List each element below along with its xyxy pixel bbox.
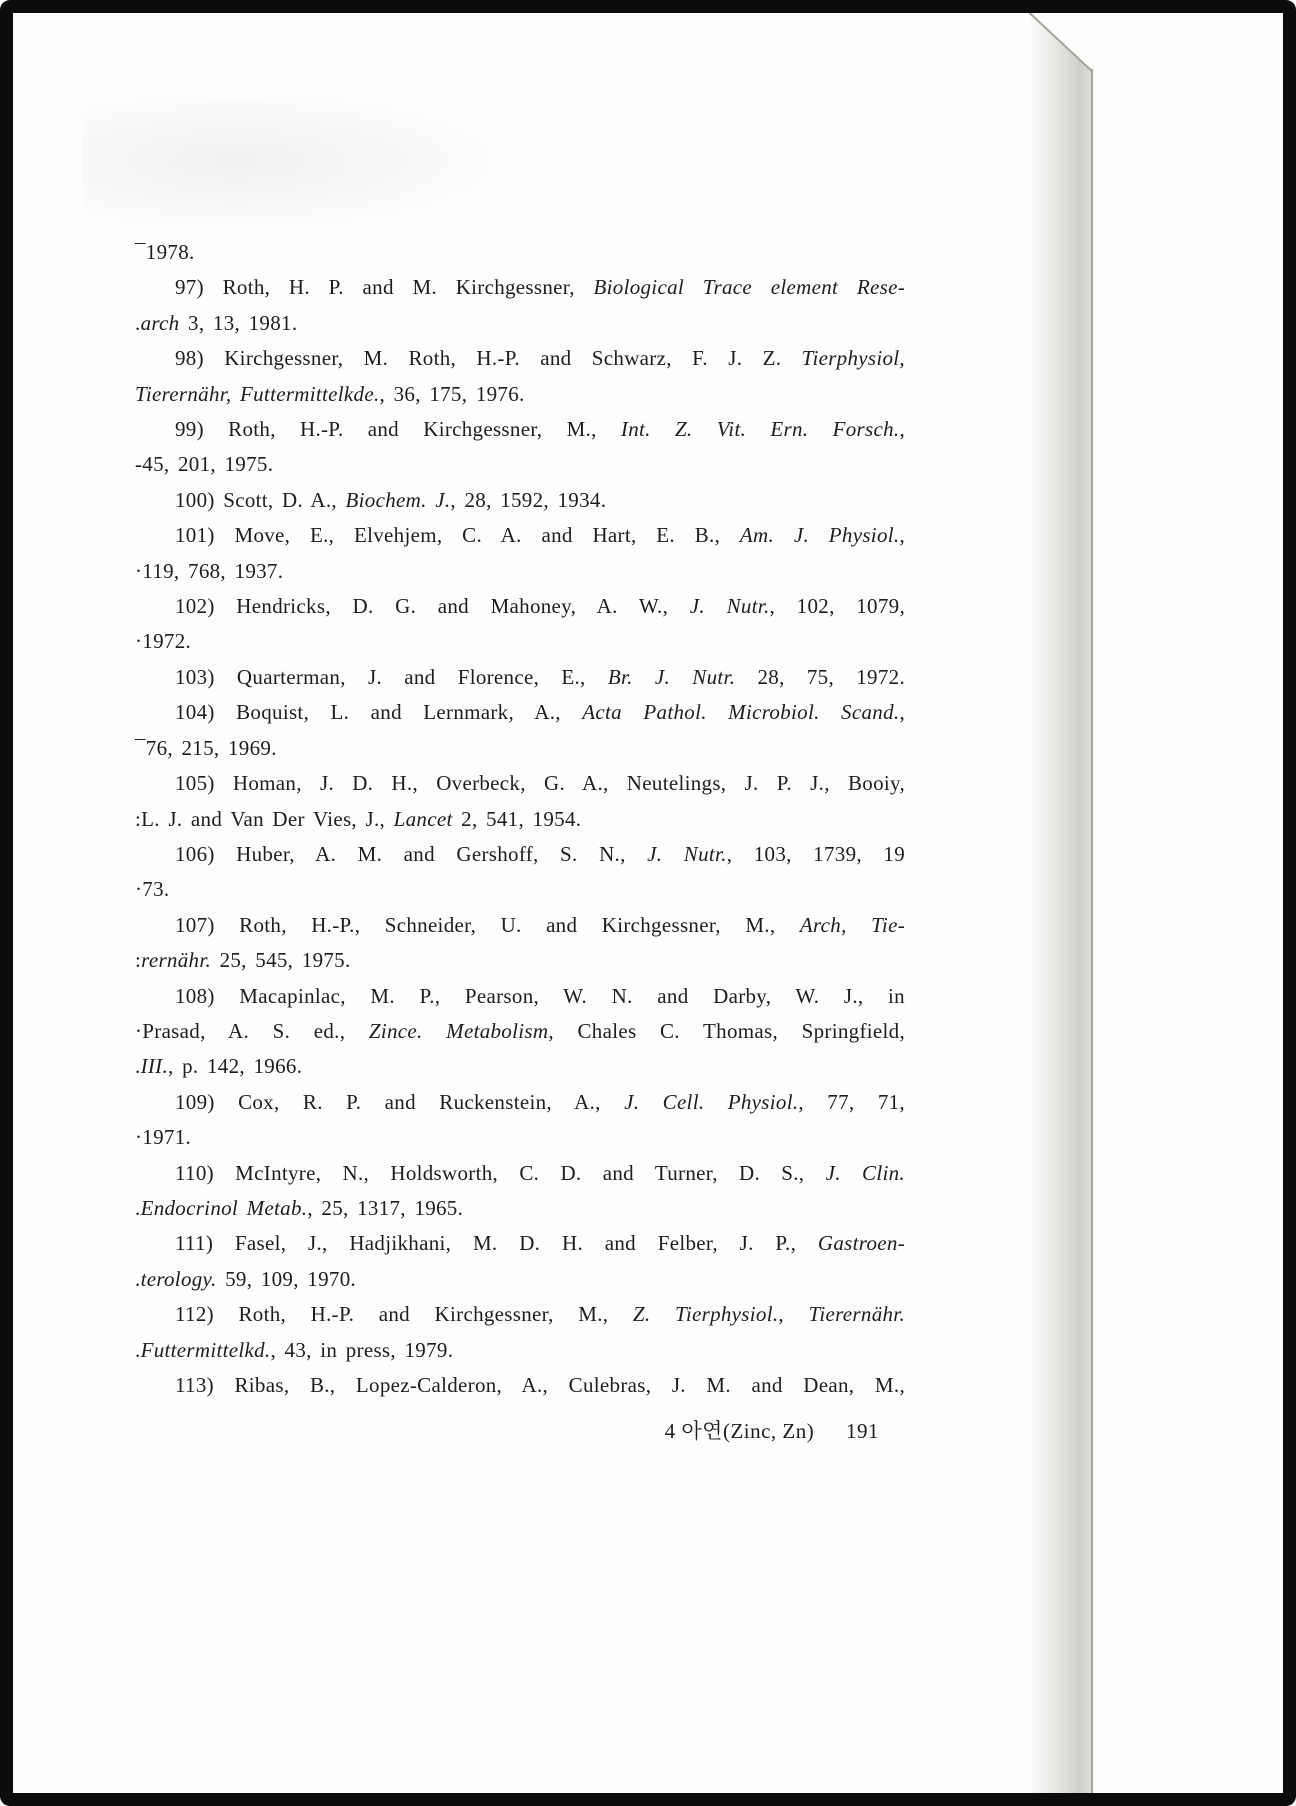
reference-text: 105) Homan, J. D. H., Overbeck, G. A., Neutelings, J. P. J., Booiy, — [175, 771, 905, 796]
reference-text: : — [135, 948, 142, 973]
journal-title-text: rernähr. — [141, 948, 212, 973]
reference-line — [135, 660, 905, 695]
reference-text: 109) Cox, R. P. and Ruckenstein, A., — [175, 1089, 625, 1114]
page-footer — [135, 1414, 905, 1449]
reference-text: 108) Macapinlac, M. P., Pearson, W. N. and Darby, W. J., in — [175, 983, 905, 1008]
reference-text: 98) Kirchgessner, M. Roth, H.-P. and Schwarz, F. J. Z. — [175, 346, 802, 371]
reference-line — [135, 908, 905, 943]
journal-title-text: Tierernähr. — [808, 1302, 905, 1327]
reference-text: , — [778, 1302, 809, 1327]
reference-text: ¯1978. — [135, 240, 195, 264]
reference-text: ·1972. — [135, 629, 192, 654]
reference-text: , 102, 1079, — [769, 594, 905, 619]
journal-title-text: Gastroen- — [817, 1231, 905, 1256]
page-number: 191 — [846, 1419, 879, 1444]
reference-text: 112) Roth, H.-P. and Kirchgessner, M., — [175, 1302, 633, 1327]
reference-line — [135, 766, 905, 801]
journal-title-text: Tierphysiol, — [801, 346, 905, 371]
reference-text: 113) Ribas, B., Lopez-Calderon, A., Culebras, J. M. and Dean, M., — [175, 1373, 905, 1397]
reference-line — [135, 377, 905, 412]
reference-text: , 43, in press, 1979. — [270, 1337, 454, 1362]
footer-chapter-label: 4 아연(Zinc, Zn) — [664, 1419, 815, 1444]
reference-text: 110) McIntyre, N., Holdsworth, C. D. and Turner, D. S., — [175, 1160, 826, 1185]
journal-title-text: Zince. Metabolism — [368, 1018, 549, 1043]
journal-title-text: Int. Z. Vit. Ern. Forsch. — [620, 417, 900, 442]
reference-text: 25, 545, 1975. — [211, 948, 351, 973]
reference-line — [135, 943, 905, 978]
reference-line — [135, 979, 905, 1014]
reference-text: . — [135, 1054, 141, 1079]
reference-line — [135, 1049, 905, 1084]
reference-line — [135, 802, 905, 837]
journal-title-text: Z. Tierphysiol. — [632, 1302, 779, 1327]
journal-title-text: terology. — [140, 1266, 217, 1291]
reference-text: , — [899, 700, 905, 725]
reference-line — [135, 235, 905, 270]
reference-text: ·119, 768, 1937. — [135, 558, 284, 583]
reference-text: . — [135, 1195, 141, 1220]
reference-text: 99) Roth, H.-P. and Kirchgessner, M., — [175, 417, 621, 442]
reference-text: 2, 541, 1954. — [452, 806, 582, 831]
reference-text: , 77, 71, — [798, 1089, 905, 1114]
reference-line — [135, 270, 905, 305]
reference-line — [135, 1368, 905, 1403]
reference-line — [135, 624, 905, 659]
journal-title-text: Tierernähr, Futtermittelkde. — [135, 381, 380, 406]
reference-text: . — [135, 1266, 141, 1291]
reference-text: ·Prasad, A. S. ed., — [135, 1018, 369, 1043]
reference-text: , — [899, 523, 905, 548]
page-block-fore-edge — [1031, 13, 1093, 1793]
reference-line — [135, 1226, 905, 1261]
reference-line — [135, 695, 905, 730]
reference-text: , p. 142, 1966. — [168, 1054, 303, 1079]
reference-text: , 36, 175, 1976. — [379, 381, 525, 406]
journal-title-text: arch — [140, 310, 180, 335]
reference-list — [135, 235, 905, 1403]
journal-title-text: Br. J. Nutr. — [607, 664, 736, 689]
journal-title-text: Lancet — [393, 806, 453, 831]
reference-text: . — [135, 1337, 141, 1362]
reference-line — [135, 1191, 905, 1226]
reference-line — [135, 872, 905, 907]
journal-title-text: Biological Trace element Rese- — [593, 275, 905, 300]
journal-title-text: J. Nutr. — [689, 594, 770, 619]
reference-text: , Chales C. Thomas, Springfield, — [548, 1018, 905, 1043]
reference-text: 101) Move, E., Elvehjem, C. A. and Hart, E. B., — [175, 523, 740, 548]
reference-line — [135, 554, 905, 589]
journal-title-text: Acta Pathol. Microbiol. Scand. — [582, 700, 900, 725]
reference-text: ·73. — [135, 877, 170, 902]
reference-line — [135, 1120, 905, 1155]
reference-line — [135, 837, 905, 872]
reference-text: . — [135, 310, 141, 335]
journal-title-text: Endocrinol Metab. — [140, 1195, 308, 1220]
reference-text: :L. J. and Van Der Vies, J., — [135, 806, 394, 831]
journal-title-text: Arch, Tie- — [799, 912, 905, 937]
reference-line — [135, 412, 905, 447]
reference-text: 3, 13, 1981. — [179, 310, 298, 335]
reference-text: 107) Roth, H.-P., Schneider, U. and Kirchgessner, M., — [175, 912, 800, 937]
reference-line — [135, 306, 905, 341]
reference-text: 104) Boquist, L. and Lernmark, A., — [175, 700, 583, 725]
journal-title-text: Biochem. J. — [345, 487, 451, 512]
reference-text: 100) Scott, D. A., — [175, 487, 346, 512]
page-edge-line — [1091, 69, 1093, 1793]
reference-line — [135, 1333, 905, 1368]
reference-text: 102) Hendricks, D. G. and Mahoney, A. W., — [175, 594, 690, 619]
reference-text: , 28, 1592, 1934. — [450, 487, 607, 512]
journal-title-text: III. — [140, 1054, 168, 1079]
reference-line — [135, 1297, 905, 1332]
reference-text: , — [899, 417, 905, 442]
reference-text: , 103, 1739, 19 — [726, 841, 906, 866]
reference-line — [135, 1156, 905, 1191]
reference-text: 106) Huber, A. M. and Gershoff, S. N., — [175, 841, 648, 866]
journal-title-text: J. Cell. Physiol. — [624, 1089, 799, 1114]
scan-artifact — [83, 98, 523, 238]
reference-line — [135, 731, 905, 766]
reference-line — [135, 518, 905, 553]
reference-text: 59, 109, 1970. — [216, 1266, 357, 1291]
reference-line — [135, 447, 905, 482]
reference-line — [135, 1085, 905, 1120]
reference-line — [135, 589, 905, 624]
reference-text: 103) Quarterman, J. and Florence, E., — [175, 664, 608, 689]
reference-text: 97) Roth, H. P. and M. Kirchgessner, — [175, 275, 594, 300]
reference-text: 28, 75, 1972. — [735, 664, 906, 689]
reference-text: ¯76, 215, 1969. — [135, 735, 277, 760]
journal-title-text: J. Nutr. — [647, 841, 727, 866]
reference-line — [135, 1262, 905, 1297]
reference-text: ·1971. — [135, 1125, 192, 1150]
reference-line — [135, 483, 905, 518]
reference-text: , 25, 1317, 1965. — [307, 1195, 464, 1220]
journal-title-text: J. Clin. — [825, 1160, 905, 1185]
reference-line — [135, 1014, 905, 1049]
references-section — [135, 235, 905, 1449]
journal-title-text: Am. J. Physiol. — [739, 523, 900, 548]
reference-line — [135, 341, 905, 376]
journal-title-text: Futtermittelkd. — [140, 1337, 271, 1362]
reference-text: 111) Fasel, J., Hadjikhani, M. D. H. and Felber, J. P., — [175, 1231, 818, 1256]
reference-text: -45, 201, 1975. — [135, 452, 274, 477]
